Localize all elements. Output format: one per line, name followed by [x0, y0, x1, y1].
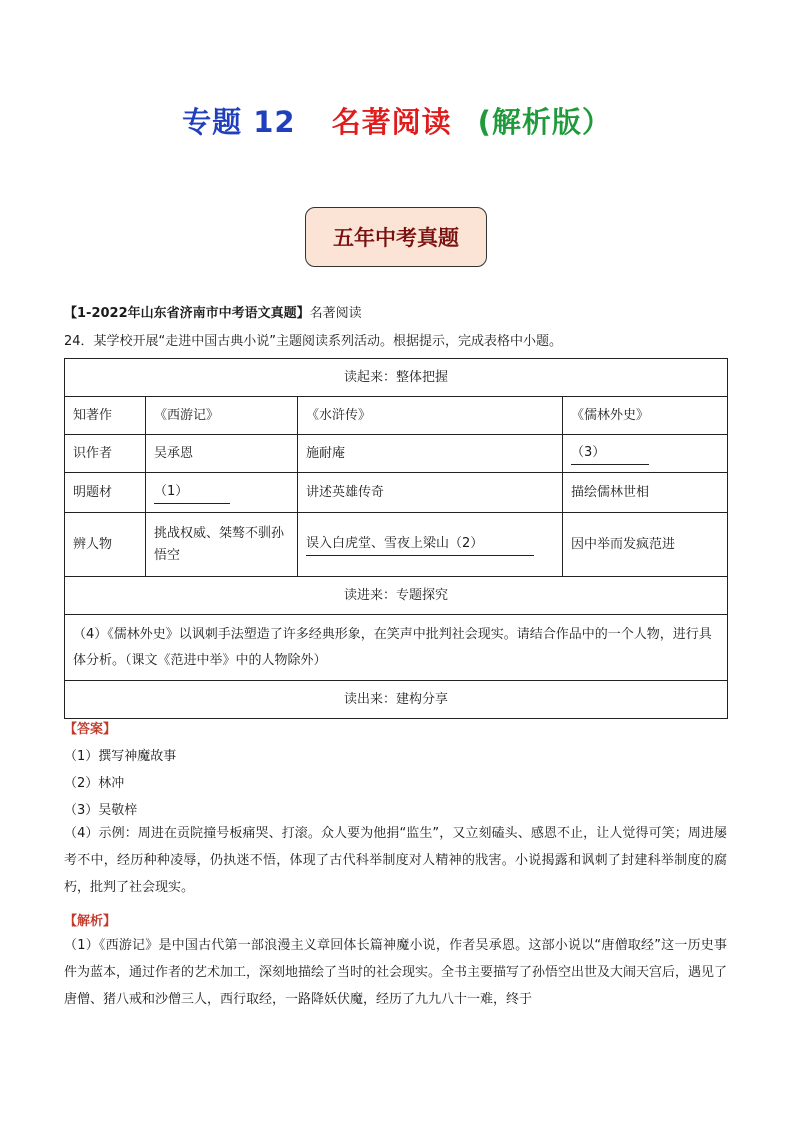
question-source: [64, 302, 362, 321]
table-row: [65, 397, 728, 435]
topic-name: 名著阅读: [331, 105, 452, 139]
table-header-row: [65, 577, 728, 615]
table-row: [65, 473, 728, 513]
table-row: [65, 615, 728, 681]
table-cell: 施耐庵: [298, 435, 563, 473]
section-box: 五年中考真题: [305, 207, 487, 267]
table-row: [65, 513, 728, 577]
analysis-label: 【解析】: [64, 914, 117, 929]
row-label: 辨人物: [65, 513, 146, 577]
table-header-2: 读进来：专题探究: [65, 577, 728, 615]
table-header-row: [65, 681, 728, 719]
edition-label: (解析版）: [477, 105, 612, 139]
row-label: 明题材: [65, 473, 146, 513]
table-header-3: 读出来：建构分享: [65, 681, 728, 719]
table-row: [65, 435, 728, 473]
row-label: 知著作: [65, 397, 146, 435]
reading-table: [64, 358, 728, 719]
table-cell: 因中举而发疯范进: [563, 513, 728, 577]
answer-4: （4）示例：周进在贡院撞号板痛哭、打滚。众人要为他捐“监生”，又立刻磕头、感恩不止，让人觉得可笑；周进屡考不中，经历种种凌辱，仍执迷不悟，体现了古代科举制度对人精神的戕害。小说揭露和讽刺了封建科举制度的腐朽，批判了社会现实。: [64, 826, 727, 895]
table-cell-blank: [146, 473, 298, 513]
question-stem: 24．某学校开展“走进中国古典小说”主题阅读系列活动。根据提示，完成表格中小题。: [64, 334, 563, 349]
table-header-row: [65, 359, 728, 397]
table-cell: 《水浒传》: [298, 397, 563, 435]
topic-number: 专题 12: [182, 105, 296, 139]
blank-3: （3）: [571, 442, 649, 465]
source-bold: 【1-2022年山东省济南市中考语文真题】: [64, 306, 310, 321]
row-label: 识作者: [65, 435, 146, 473]
source-tail: 名著阅读: [309, 306, 362, 321]
blank-1: （1）: [154, 481, 230, 504]
table-cell-blank: [563, 435, 728, 473]
blank-2: 误入白虎堂、雪夜上梁山（2）: [306, 533, 534, 556]
table-cell: 挑战权威、桀骜不驯孙悟空: [146, 513, 298, 577]
table-cell: 吴承恩: [146, 435, 298, 473]
answer-2: （2）林冲: [64, 776, 125, 791]
document-title: [0, 100, 794, 141]
table-cell: 《西游记》: [146, 397, 298, 435]
answer-1: （1）撰写神魔故事: [64, 749, 177, 764]
table-cell-blank: [298, 513, 563, 577]
table-cell: 讲述英雄传奇: [298, 473, 563, 513]
analysis-text: （1）《西游记》是中国古代第一部浪漫主义章回体长篇神魔小说，作者吴承恩。这部小说以“唐僧取经”这一历史事件为蓝本，通过作者的艺术加工，深刻地描绘了当时的社会现实。全书主要描写了孙悟空出世及大闹天宫后，遇见了唐僧、猪八戒和沙僧三人，西行取经，一路降妖伏魔，经历了九九八十一难，终于: [64, 938, 728, 1007]
answer-3: （3）吴敬梓: [64, 803, 138, 818]
table-cell: 描绘儒林世相: [563, 473, 728, 513]
answer-label: 【答案】: [64, 722, 117, 737]
task-4-cell: （4）《儒林外史》以讽刺手法塑造了许多经典形象，在笑声中批判社会现实。请结合作品中的一个人物，进行具体分析。（课文《范进中举》中的人物除外）: [65, 615, 728, 681]
table-header-1: 读起来：整体把握: [65, 359, 728, 397]
table-cell: 《儒林外史》: [563, 397, 728, 435]
